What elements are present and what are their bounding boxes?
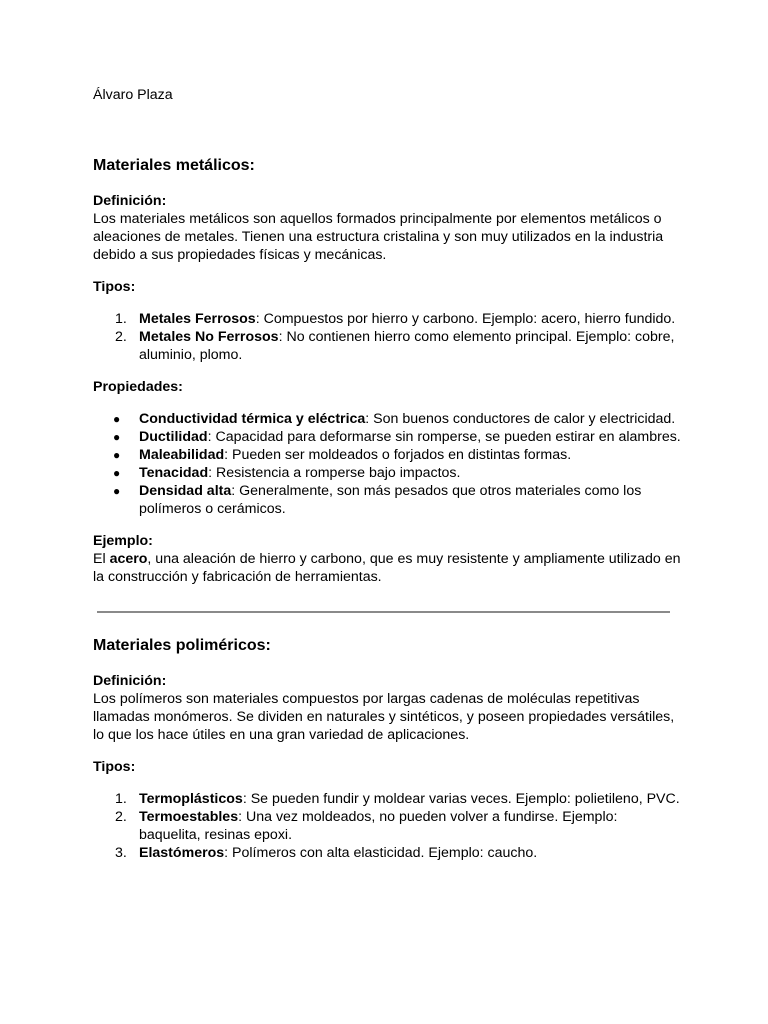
item-term: Ductilidad: [139, 429, 208, 445]
item-description: : Se pueden fundir y moldear varias veces. Ejemplo: polietileno, PVC.: [242, 791, 680, 807]
list-number: 2.: [115, 329, 127, 345]
types-list: [93, 310, 681, 364]
properties-heading: Propiedades:: [93, 379, 183, 395]
list-number: 1.: [115, 791, 127, 807]
item-term: Metales No Ferrosos: [139, 329, 279, 345]
definition-text: Los materiales metálicos son aquellos formados principalmente por elementos metálicos o aleaciones de metales. Tienen una estructura cristalina y son muy utilizados en la industria debido a sus propiedades físicas y mecánicas.: [93, 211, 664, 263]
item-term: Conductividad térmica y eléctrica: [139, 411, 366, 427]
bullet-icon: ●: [113, 430, 121, 444]
author-name: Álvaro Plaza: [93, 87, 173, 103]
example-term: acero: [109, 551, 148, 567]
list-item: [93, 844, 681, 862]
list-item: [93, 428, 681, 446]
list-item: [93, 446, 681, 464]
item-description: : Polímeros con alta elasticidad. Ejemplo: caucho.: [224, 845, 538, 861]
list-item: [93, 482, 681, 518]
item-term: Termoplásticos: [139, 791, 243, 807]
list-item: [93, 310, 681, 328]
section-title-metales: Materiales metálicos:: [93, 157, 255, 174]
list-item: [93, 808, 681, 844]
item-term: Elastómeros: [139, 845, 225, 861]
list-number: 1.: [115, 311, 127, 327]
item-description: : No contienen hierro como elemento principal. Ejemplo: cobre, aluminio, plomo.: [139, 329, 675, 363]
bullet-icon: ●: [113, 484, 121, 498]
types-heading: Tipos:: [93, 759, 136, 775]
horizontal-divider: [97, 611, 670, 613]
list-item: [93, 790, 681, 808]
example-text-pre: El: [93, 551, 110, 567]
section-title-polimeros: Materiales poliméricos:: [93, 637, 271, 654]
item-term: Tenacidad: [139, 465, 209, 481]
bullet-icon: ●: [113, 466, 121, 480]
list-item: [93, 464, 681, 482]
item-term: Maleabilidad: [139, 447, 225, 463]
bullet-icon: ●: [113, 448, 121, 462]
example-heading: Ejemplo:: [93, 533, 153, 549]
document-page: [93, 86, 681, 862]
types-list: [93, 790, 681, 862]
types-heading: Tipos:: [93, 279, 136, 295]
definition-text: Los polímeros son materiales compuestos por largas cadenas de moléculas repetitivas llamadas monómeros. Se dividen en naturales y sintéticos, y poseen propiedades versátiles, lo que los hace útiles en una gran variedad de aplicaciones.: [93, 691, 675, 743]
properties-list: [93, 410, 681, 518]
item-description: : Resistencia a romperse bajo impactos.: [208, 465, 461, 481]
definition-heading: Definición:: [93, 673, 167, 689]
list-item: [93, 328, 681, 364]
example-text-post: , una aleación de hierro y carbono, que es muy resistente y ampliamente utilizado en la construcción y fabricación de herramientas.: [93, 551, 681, 585]
item-description: : Una vez moldeados, no pueden volver a fundirse. Ejemplo: baquelita, resinas epoxi.: [139, 809, 618, 843]
item-term: Termoestables: [139, 809, 239, 825]
item-description: : Capacidad para deformarse sin romperse, se pueden estirar en alambres.: [207, 429, 681, 445]
bullet-icon: ●: [113, 412, 121, 426]
item-term: Metales Ferrosos: [139, 311, 256, 327]
list-number: 3.: [115, 845, 127, 861]
item-description: : Son buenos conductores de calor y electricidad.: [365, 411, 676, 427]
item-description: : Generalmente, son más pesados que otros materiales como los polímeros o cerámicos.: [139, 483, 642, 517]
item-term: Densidad alta: [139, 483, 232, 499]
item-description: : Pueden ser moldeados o forjados en distintas formas.: [224, 447, 572, 463]
list-item: [93, 410, 681, 428]
list-number: 2.: [115, 809, 127, 825]
definition-heading: Definición:: [93, 193, 167, 209]
example-text: [93, 550, 681, 586]
item-description: : Compuestos por hierro y carbono. Ejemplo: acero, hierro fundido.: [255, 311, 676, 327]
